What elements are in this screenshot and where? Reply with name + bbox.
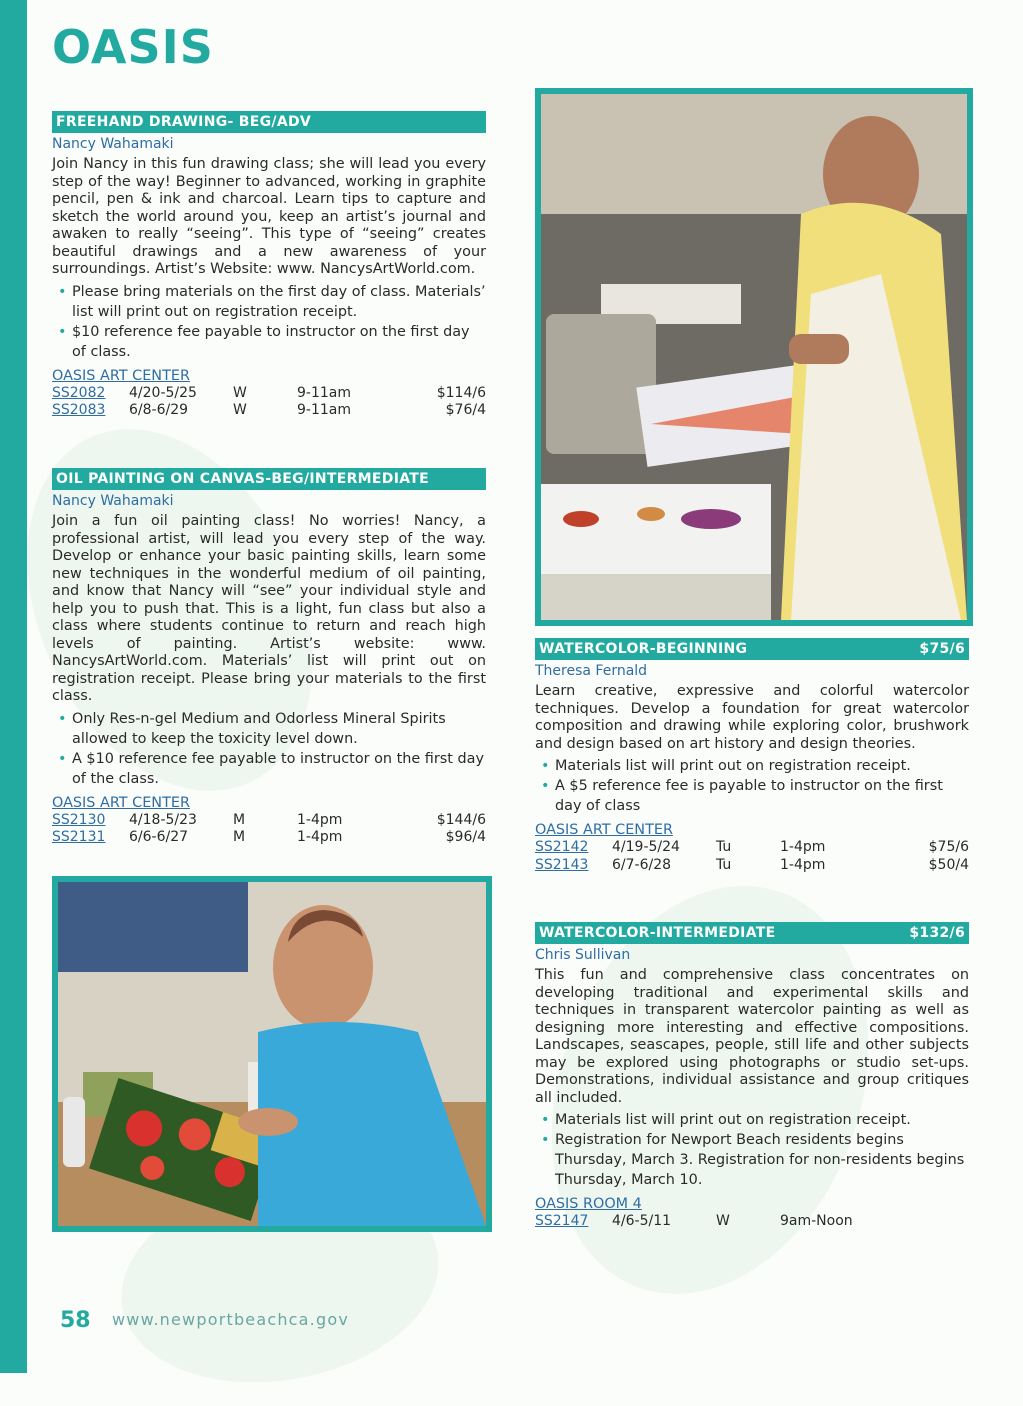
note-item: • A $5 reference fee is payable to instructor on the first day of class xyxy=(535,776,969,816)
session-row xyxy=(535,839,969,857)
session-row xyxy=(52,402,486,420)
session-price: $114/6 xyxy=(436,384,486,401)
course-title: WATERCOLOR-INTERMEDIATE xyxy=(539,925,776,941)
session-time: 1-4pm xyxy=(297,811,343,828)
side-color-bar xyxy=(0,0,27,1373)
course-notes xyxy=(535,1110,969,1190)
session-time: 1-4pm xyxy=(780,839,826,855)
session-dates: 4/20-5/25 xyxy=(129,384,197,401)
session-dates: 6/8-6/29 xyxy=(129,402,189,418)
session-dates: 4/19-5/24 xyxy=(612,839,680,855)
session-row xyxy=(52,812,486,830)
session-price: $76/4 xyxy=(445,402,486,418)
session-time: 9am-Noon xyxy=(780,1213,853,1229)
course-code-link[interactable]: SS2082 xyxy=(52,384,106,401)
location-link[interactable]: OASIS ART CENTER xyxy=(52,367,190,384)
course-heading xyxy=(52,468,486,490)
instructor-name: Chris Sullivan xyxy=(535,947,631,963)
location-link[interactable]: OASIS ART CENTER xyxy=(52,794,190,811)
session-day: W xyxy=(716,1213,730,1229)
course-price: $75/6 xyxy=(919,641,965,657)
session-row xyxy=(535,857,969,875)
session-time: 1-4pm xyxy=(780,856,826,873)
course-notes xyxy=(52,709,486,789)
session-day: M xyxy=(233,829,246,845)
session-day: W xyxy=(233,402,247,418)
session-day: Tu xyxy=(716,839,732,855)
session-day: Tu xyxy=(716,856,732,873)
course-code-link[interactable]: SS2083 xyxy=(52,402,106,418)
session-row xyxy=(52,829,486,847)
photo-image xyxy=(541,94,967,620)
note-item: • Materials list will print out on registration receipt. xyxy=(535,1110,969,1130)
instructor-name: Theresa Fernald xyxy=(535,663,648,679)
session-price xyxy=(890,1213,969,1231)
course-title: WATERCOLOR-BEGINNING xyxy=(539,641,748,657)
note-item: • Please bring materials on the first day of class. Materials’ list will print out on registration receipt. xyxy=(52,282,486,322)
note-item: • A $10 reference fee payable to instructor on the first day of the class. xyxy=(52,749,486,789)
session-day: W xyxy=(233,384,247,401)
course-code-link[interactable]: SS2142 xyxy=(535,839,589,855)
course-description: Join Nancy in this fun drawing class; she will lead you every step of the way! Beginner to advanced, working in graphite pencil, pen & ink and charcoal. Learn tips to capture and sketch the world around you, keep an artist’s journal and awaken to really “seeing”. This type of “seeing” creates beautiful drawings and a new awareness of your surroundings. Artist’s Website: www. NancysArtWorld.com. xyxy=(52,156,486,277)
course-notes xyxy=(535,756,969,816)
session-dates: 4/18-5/23 xyxy=(129,811,197,828)
photo-image xyxy=(58,882,486,1226)
note-item: • $10 reference fee payable to instructor on the first day of class. xyxy=(52,322,486,362)
course-description: This fun and comprehensive class concentrates on developing traditional and experimental skills and techniques in transparent watercolor painting as well as designing more interesting and effective compositions. Landscapes, seascapes, people, still life and other subjects may be explored using photographs or studio set-ups. Demonstrations, individual assistance and group critiques all included. xyxy=(535,967,969,1106)
course-description: Learn creative, expressive and colorful watercolor techniques. Develop a foundation for great watercolor composition and drawing while exploring color, brushwork and design based on art history and design theories. xyxy=(535,683,969,752)
note-item: • Registration for Newport Beach residents begins Thursday, March 3. Registration for non-residents begins Thursday, March 10. xyxy=(535,1130,969,1190)
course-watercolor-intermediate xyxy=(535,922,969,1231)
course-notes xyxy=(52,282,486,362)
session-dates: 6/6-6/27 xyxy=(129,829,189,845)
location-link[interactable]: OASIS ROOM 4 xyxy=(535,1196,642,1212)
course-code-link[interactable]: SS2147 xyxy=(535,1213,589,1229)
photo-watercolor-class xyxy=(535,88,973,626)
note-item: • Only Res-n-gel Medium and Odorless Mineral Spirits allowed to keep the toxicity level down. xyxy=(52,709,486,749)
website-link[interactable]: www.newportbeachca.gov xyxy=(112,1310,349,1329)
session-row xyxy=(52,385,486,403)
page-number: 58 xyxy=(60,1308,91,1333)
course-heading xyxy=(52,111,486,133)
course-heading xyxy=(535,638,969,660)
course-title: FREEHAND DRAWING- BEG/ADV xyxy=(56,114,312,130)
session-price: $144/6 xyxy=(436,811,486,828)
session-time: 1-4pm xyxy=(297,829,343,845)
session-row xyxy=(535,1213,969,1231)
course-code-link[interactable]: SS2131 xyxy=(52,829,106,845)
session-time: 9-11am xyxy=(297,384,351,401)
instructor-name: Nancy Wahamaki xyxy=(52,136,174,152)
course-code-link[interactable]: SS2143 xyxy=(535,856,589,873)
course-freehand-drawing xyxy=(52,111,486,420)
course-heading xyxy=(535,922,969,944)
note-item: • Materials list will print out on registration receipt. xyxy=(535,756,969,776)
course-description: Join a fun oil painting class! No worries! Nancy, a professional artist, will lead you every step of the way. Develop or enhance your basic painting skills, learn some new techniques in the wonderful medium of oil painting, and know that Nancy will “see” your individual style and help you to push that. This is a light, fun class but also a class where students continue to return and reach high levels of painting. Artist’s website: www. NancysArtWorld.com. Materials’ list will print out on registration receipt. Please bring your materials to the first class. xyxy=(52,513,486,704)
photo-oil-painting-class xyxy=(52,876,492,1232)
course-price: $132/6 xyxy=(909,925,965,941)
course-title: OIL PAINTING ON CANVAS-BEG/INTERMEDIATE xyxy=(56,471,429,487)
location-link[interactable]: OASIS ART CENTER xyxy=(535,822,673,838)
instructor-name: Nancy Wahamaki xyxy=(52,493,174,509)
course-oil-painting xyxy=(52,468,486,847)
session-dates: 4/6-5/11 xyxy=(612,1213,672,1229)
session-dates: 6/7-6/28 xyxy=(612,856,672,873)
session-time: 9-11am xyxy=(297,402,351,418)
brand-title: OASIS xyxy=(52,20,214,74)
course-code-link[interactable]: SS2130 xyxy=(52,811,106,828)
course-watercolor-beginning xyxy=(535,638,969,874)
session-day: M xyxy=(233,811,246,828)
session-price: $96/4 xyxy=(445,829,486,845)
session-price: $50/4 xyxy=(928,856,969,873)
session-price: $75/6 xyxy=(928,839,969,855)
